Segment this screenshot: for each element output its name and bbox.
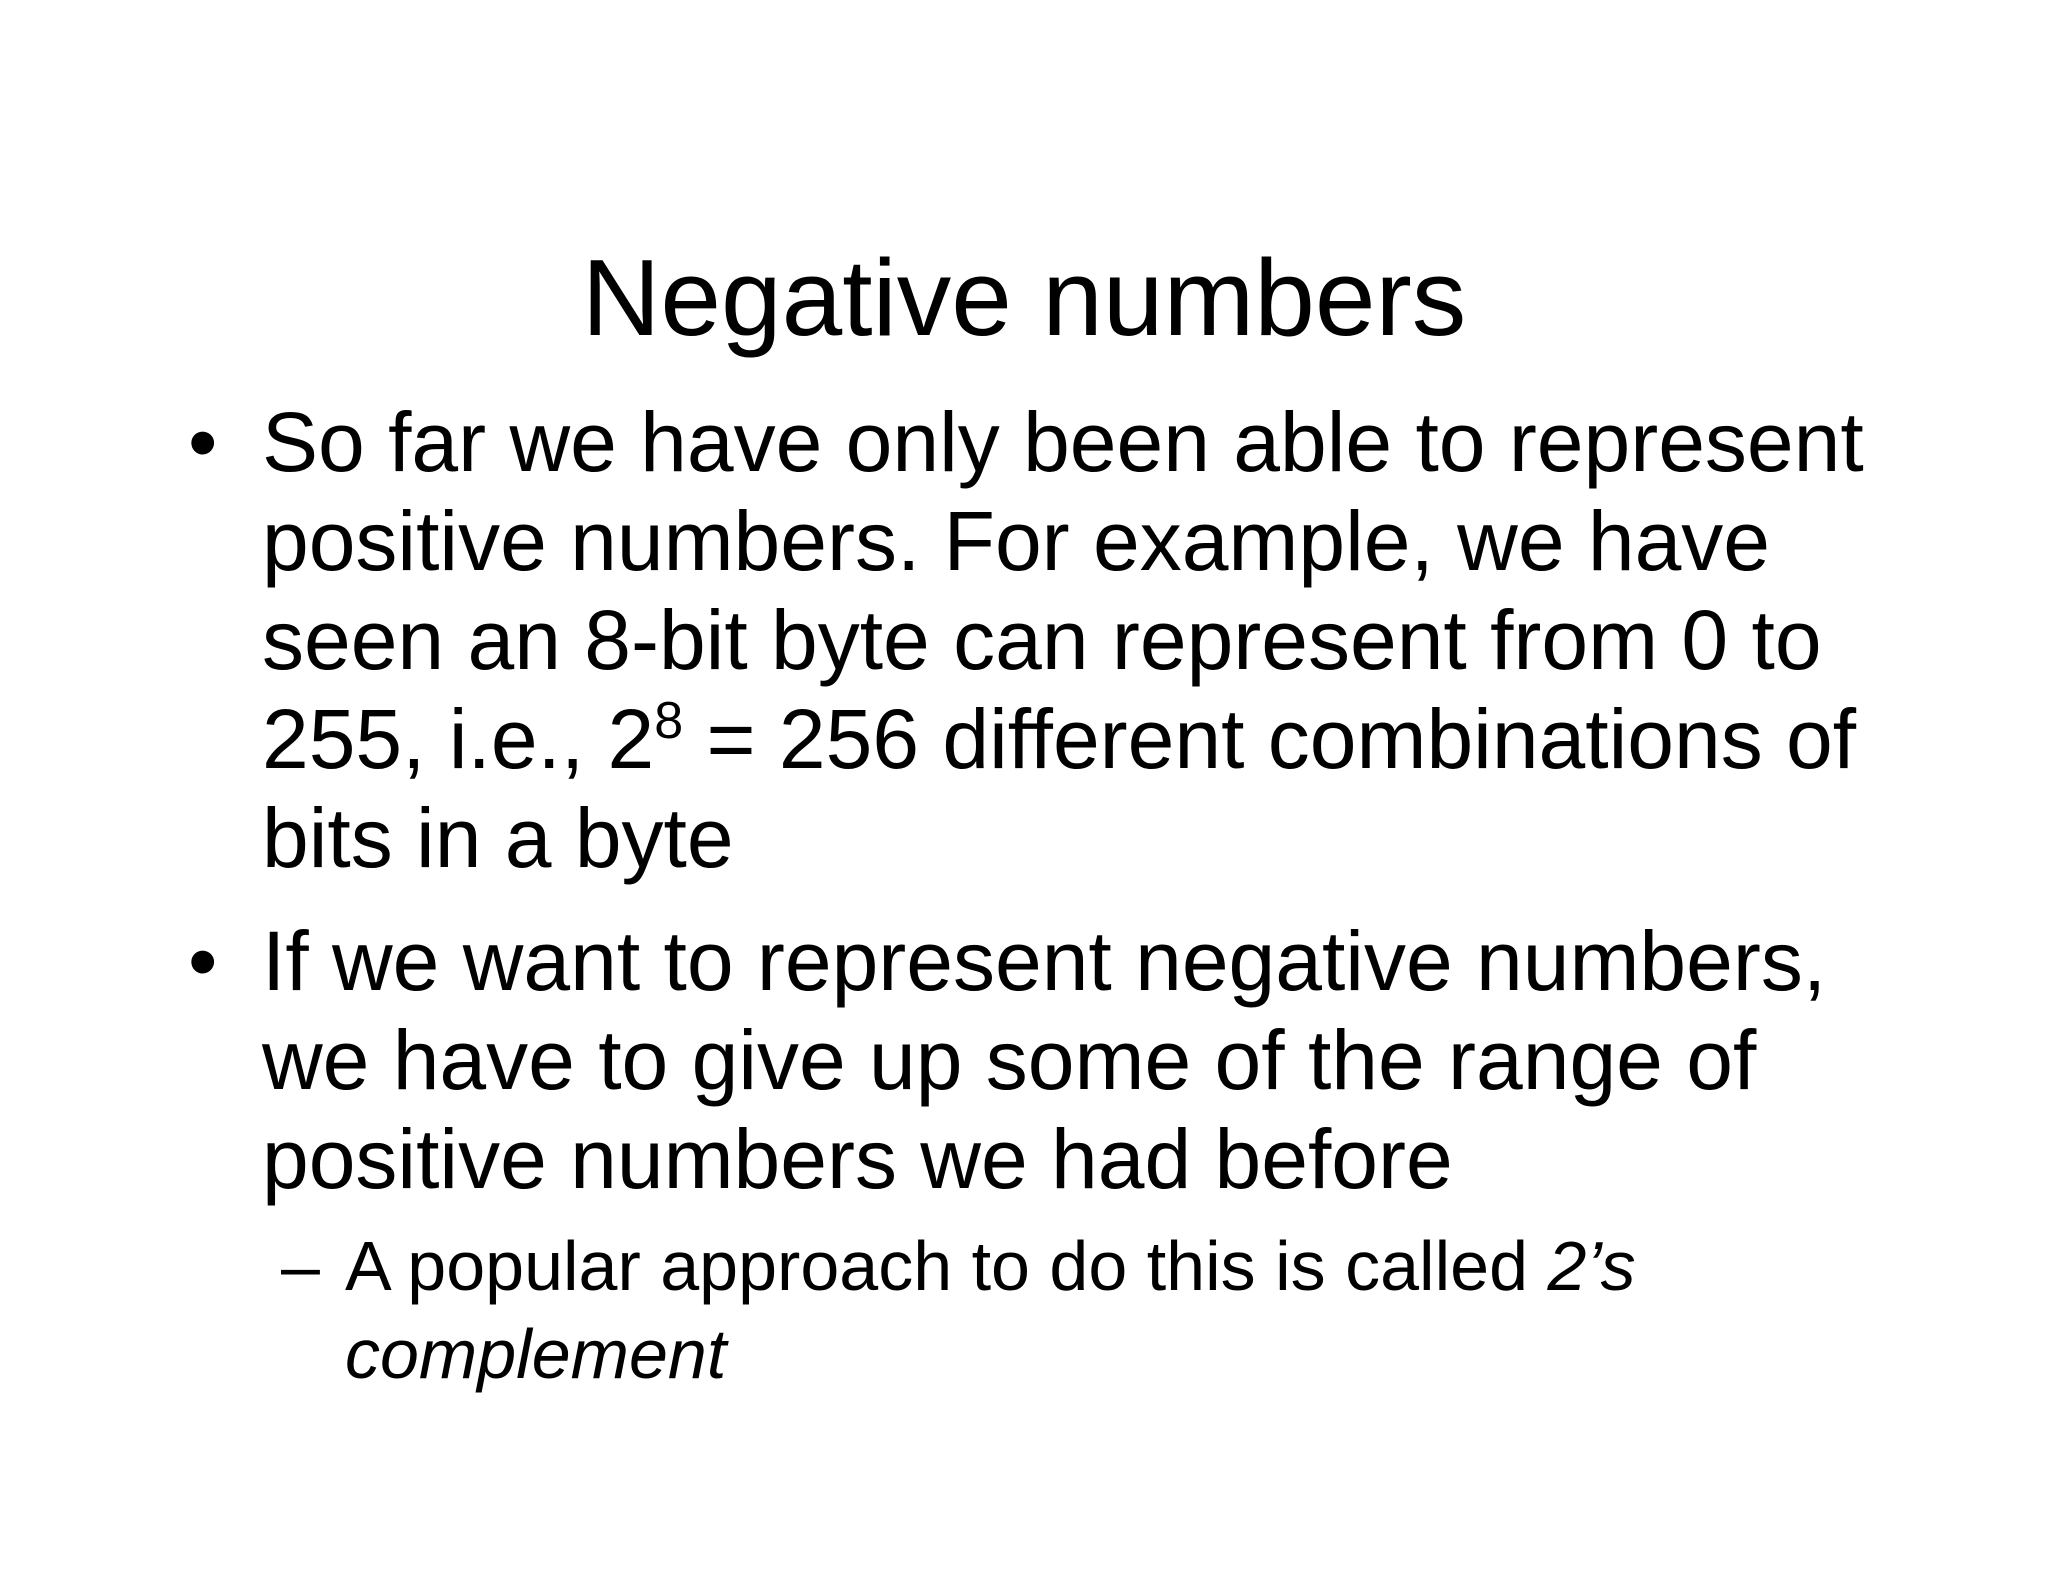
sub-bullet-line-2-emphasis: complement: [345, 1315, 727, 1393]
bullet-1-line-2: positive numbers. For example, we have: [262, 494, 1771, 588]
bullet-1-line-4-start: 255, i.e., 2: [262, 692, 655, 786]
slide-title: Negative numbers: [581, 237, 1467, 359]
sub-bullet-item: [281, 1222, 1845, 1398]
bullet-1-line-5: bits in a byte: [262, 791, 734, 885]
bullet-1-line-4-end: = 256 different combinations of: [683, 692, 1857, 786]
bullet-item-2: [188, 912, 1902, 1209]
bullet-2-line-3: positive numbers we had before: [262, 1112, 1453, 1206]
bullet-1-line-4: [262, 690, 1902, 789]
bullet-2-line-2: we have to give up some of the range of: [262, 1013, 1757, 1107]
bullet-item-1: [188, 393, 1902, 888]
sub-bullet-line-1: [345, 1222, 1845, 1310]
sub-bullet-line-2: [345, 1310, 1845, 1398]
bullet-marker: •: [188, 395, 218, 489]
bullet-1-line-3: seen an 8-bit byte can represent from 0 to: [262, 593, 1822, 687]
sub-bullet-marker: –: [281, 1227, 320, 1305]
bullet-2-line-1: If we want to represent negative numbers,: [262, 914, 1827, 1008]
bullet-1-line-1: So far we have only been able to represent: [262, 395, 1864, 489]
bullet-marker: •: [188, 914, 218, 1008]
sub-bullet-line-1-emphasis: 2’s: [1547, 1227, 1636, 1305]
exponent: 8: [654, 692, 684, 750]
sub-bullet-line-1-text: A popular approach to do this is called: [345, 1227, 1548, 1305]
